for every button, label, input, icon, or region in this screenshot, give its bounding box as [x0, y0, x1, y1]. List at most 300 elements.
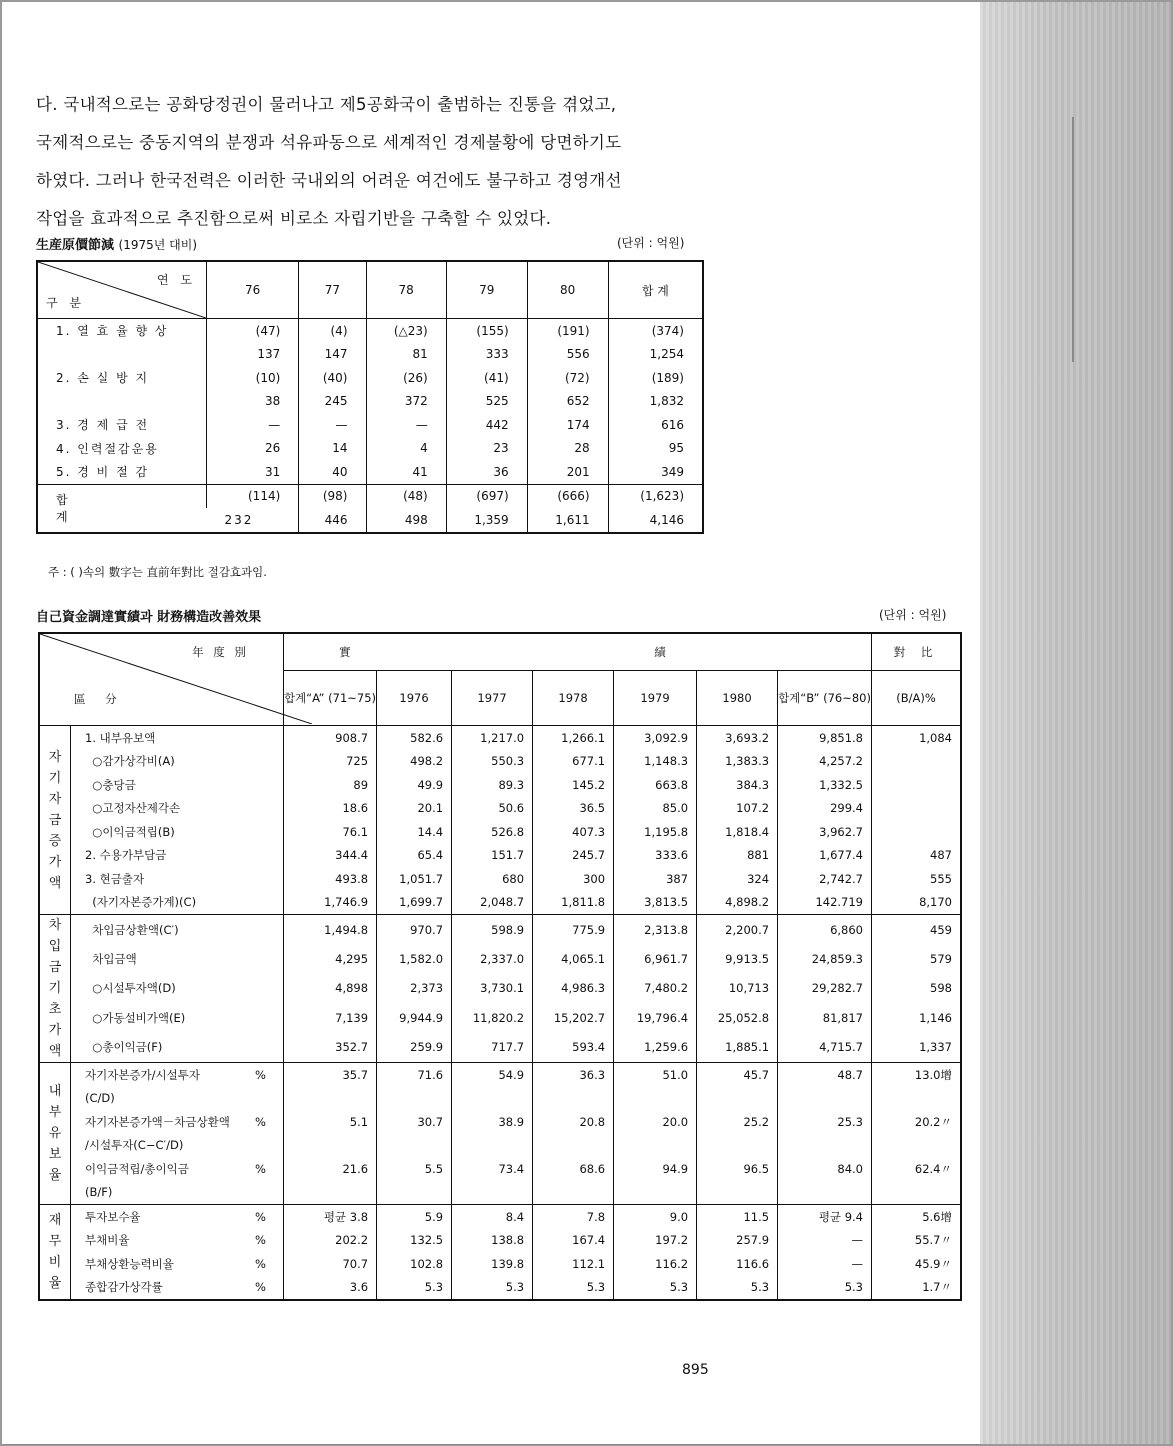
table-cell: 3.6 — [283, 1276, 376, 1301]
unit-percent — [249, 750, 284, 774]
table-cell: 1,332.5 — [778, 773, 872, 797]
table-cell: 55.7〃 — [872, 1229, 962, 1253]
row-label: 2. 수용가부담금 — [71, 844, 249, 868]
table-cell: 498 — [366, 508, 446, 533]
table-cell: 5.3 — [533, 1276, 614, 1301]
table-cell: 25.3 — [778, 1110, 872, 1134]
row-label: 자기자본증가/시설투자 — [71, 1063, 249, 1087]
table-cell: 1,494.8 — [283, 915, 376, 945]
table-cell: 28 — [527, 437, 608, 461]
row-label: ○고정자산제각손 — [71, 797, 249, 821]
table-cell: 593.4 — [533, 1033, 614, 1063]
unit-percent — [249, 1003, 284, 1032]
table-cell: 65.4 — [377, 844, 452, 868]
paragraph-line: 국제적으로는 중동지역의 분쟁과 석유파동으로 세계적인 경제불황에 당면하기도 — [36, 133, 622, 152]
table-cell: 5.5 — [377, 1157, 452, 1181]
header-category-label: 구 분 — [46, 296, 85, 310]
table-cell — [872, 820, 962, 844]
table-cell: 13.0增 — [872, 1063, 962, 1087]
diagonal-line — [40, 634, 312, 724]
table-cell: 582.6 — [377, 726, 452, 750]
paragraph-line: 하였다. 그러나 한국전력은 이러한 국내외의 어려운 여건에도 불구하고 경영개선 — [36, 171, 622, 190]
table-cell: (10) — [207, 366, 299, 390]
table-cell — [533, 1087, 614, 1111]
table-cell: 21.6 — [283, 1157, 376, 1181]
row-label: ○충당금 — [71, 773, 249, 797]
table-cell: 7,139 — [283, 1003, 376, 1032]
table-cell: 1,259.6 — [614, 1033, 697, 1063]
table-cell: 4 — [366, 437, 446, 461]
table1-subtitle: (1975년 대비) — [118, 238, 198, 252]
table-cell: 7.8 — [533, 1205, 614, 1229]
row-label: ○이익금적립(B) — [71, 820, 249, 844]
table-cell: 202.2 — [283, 1229, 376, 1253]
table-cell: (697) — [446, 484, 527, 508]
table-cell — [872, 1134, 962, 1158]
row-label: 2. 손 실 방 지 — [56, 371, 150, 386]
table-cell: 616 — [608, 413, 703, 437]
row-label: 종합감가상각률 — [71, 1276, 249, 1301]
unit-percent — [249, 726, 284, 750]
table-cell: 5.3 — [778, 1276, 872, 1301]
table-cell — [872, 1087, 962, 1111]
table-cell: 132.5 — [377, 1229, 452, 1253]
unit-percent — [249, 974, 284, 1003]
table2-title: 自己資金調達實績과 財務構造改善效果 — [36, 610, 262, 625]
table-cell: 19,796.4 — [614, 1003, 697, 1032]
header-year-label: 年 度 別 — [192, 645, 249, 659]
table-cell: 68.6 — [533, 1157, 614, 1181]
table-cell: 평균 3.8 — [283, 1205, 376, 1229]
self-financing-table — [38, 632, 962, 1301]
table-row — [39, 1181, 961, 1205]
table-cell: 45.7 — [697, 1063, 778, 1087]
table-cell — [283, 1087, 376, 1111]
table-cell: 9,913.5 — [697, 944, 778, 973]
unit-percent — [249, 844, 284, 868]
table-cell: 11,820.2 — [452, 1003, 533, 1032]
table-cell: 459 — [872, 915, 962, 945]
col-header: 1976 — [377, 671, 452, 726]
table-cell: 23 — [446, 437, 527, 461]
table-cell: (374) — [608, 319, 703, 343]
table-cell: 407.3 — [533, 820, 614, 844]
table-cell: (191) — [527, 319, 608, 343]
table1-title: 生産原價節減 (1975년 대비) — [36, 238, 198, 253]
table-cell: 107.2 — [697, 797, 778, 821]
group-label: 재무비율 — [39, 1205, 71, 1301]
table-cell: 29,282.7 — [778, 974, 872, 1003]
table-cell: 384.3 — [697, 773, 778, 797]
table-cell — [533, 1134, 614, 1158]
table-cell: 139.8 — [452, 1252, 533, 1276]
unit-percent: % — [254, 1114, 266, 1129]
table-cell: 680 — [452, 867, 533, 891]
table-cell: 333 — [446, 343, 527, 367]
unit-percent: % — [254, 1256, 266, 1271]
table-cell: 299.4 — [778, 797, 872, 821]
row-label: 4. 인력절감운용 — [56, 441, 159, 456]
table-cell: 349 — [608, 460, 703, 484]
table-cell: 35.7 — [283, 1063, 376, 1087]
col-header: 79 — [446, 261, 527, 319]
table-cell: 3,693.2 — [697, 726, 778, 750]
table-cell: 38.9 — [452, 1110, 533, 1134]
table-cell: 2,200.7 — [697, 915, 778, 945]
table-row — [39, 1003, 961, 1032]
cost-reduction-table — [36, 260, 704, 534]
unit-percent: % — [249, 1063, 284, 1087]
table-cell: 1,051.7 — [377, 867, 452, 891]
table-cell — [377, 1087, 452, 1111]
table-row — [39, 1157, 961, 1181]
table-cell: 1,266.1 — [533, 726, 614, 750]
table-row — [37, 437, 703, 461]
table-cell: 7,480.2 — [614, 974, 697, 1003]
table-cell: 333.6 — [614, 844, 697, 868]
table-row — [39, 726, 961, 750]
table-cell: 20.0 — [614, 1110, 697, 1134]
table-cell: 579 — [872, 944, 962, 973]
table-cell: 257.9 — [697, 1229, 778, 1253]
table-row — [39, 1134, 961, 1158]
table-cell: 324 — [697, 867, 778, 891]
table-cell: 174 — [527, 413, 608, 437]
row-label: ○감가상각비(A) — [71, 750, 249, 774]
table-cell: 5.3 — [697, 1276, 778, 1301]
header-category-label: 區 分 — [74, 692, 125, 706]
col-header: 합계“A” (71~75) — [283, 671, 376, 726]
row-label: (B/F) — [71, 1181, 249, 1205]
row-label: 3. 경 제 급 전 — [56, 418, 150, 433]
table-row — [39, 750, 961, 774]
header-year-label: 연 도 — [157, 273, 196, 287]
table-cell: 1,359 — [446, 508, 527, 533]
table-cell: 4,065.1 — [533, 944, 614, 973]
table-cell: 14.4 — [377, 820, 452, 844]
row-label: 이익금적립/총이익금 — [71, 1157, 249, 1181]
table-cell — [872, 1181, 962, 1205]
col-header: 78 — [366, 261, 446, 319]
row-label: 1. 내부유보액 — [71, 726, 249, 750]
row-label: 부채비율 — [71, 1229, 249, 1253]
table-cell: 24,859.3 — [778, 944, 872, 973]
table-cell: 48.7 — [778, 1063, 872, 1087]
table-row — [39, 944, 961, 973]
row-label: 자기자본증가액－차금상환액 — [71, 1110, 249, 1134]
table-row — [39, 1110, 961, 1134]
table-cell: 300 — [533, 867, 614, 891]
row-label: 1. 열 효 율 향 상 — [56, 324, 169, 339]
table-row — [39, 1205, 961, 1229]
table-cell: 116.2 — [614, 1252, 697, 1276]
col-header: 76 — [207, 261, 299, 319]
table-cell: 51.0 — [614, 1063, 697, 1087]
row-label: ○시설투자액(D) — [71, 974, 249, 1003]
table-cell: 81,817 — [778, 1003, 872, 1032]
table-row — [39, 1087, 961, 1111]
table-cell: 550.3 — [452, 750, 533, 774]
table-cell: 652 — [527, 390, 608, 414]
table-row — [39, 844, 961, 868]
table-cell — [778, 1134, 872, 1158]
col-header: 합계“B” (76~80) — [778, 671, 872, 726]
table-cell: (114) — [207, 484, 299, 508]
group-label: 차입금기초가액 — [39, 915, 71, 1063]
table-cell: 18.6 — [283, 797, 376, 821]
table-cell: 5.3 — [614, 1276, 697, 1301]
table-cell — [452, 1181, 533, 1205]
table-cell: 96.5 — [697, 1157, 778, 1181]
table-cell: 2,313.8 — [614, 915, 697, 945]
table-cell: 1,383.3 — [697, 750, 778, 774]
table-cell: 5.1 — [283, 1110, 376, 1134]
header-actual: 實 績 — [283, 633, 871, 671]
table-cell: — — [778, 1252, 872, 1276]
table-cell: 41 — [366, 460, 446, 484]
table-cell: 3,962.7 — [778, 820, 872, 844]
table-cell: 498.2 — [377, 750, 452, 774]
table-cell: 142.719 — [778, 891, 872, 915]
table-row — [39, 1276, 961, 1301]
table-cell: 81 — [366, 343, 446, 367]
row-label: 5. 경 비 절 감 — [56, 465, 150, 480]
row-label: ○총이익금(F) — [71, 1033, 249, 1063]
table-cell: 525 — [446, 390, 527, 414]
table-cell: 9,944.9 — [377, 1003, 452, 1032]
book-page-edge — [980, 2, 1171, 1444]
table-cell: (26) — [366, 366, 446, 390]
table-cell: 25.2 — [697, 1110, 778, 1134]
col-header: 1978 — [533, 671, 614, 726]
table-cell: 85.0 — [614, 797, 697, 821]
table-cell: 4,257.2 — [778, 750, 872, 774]
unit-percent — [249, 1181, 284, 1205]
table-cell: 446 — [299, 508, 366, 533]
table-cell: 1.7〃 — [872, 1276, 962, 1301]
unit-percent — [249, 820, 284, 844]
table-cell: 95 — [608, 437, 703, 461]
table-cell: 50.6 — [452, 797, 533, 821]
table-cell: 555 — [872, 867, 962, 891]
table-cell: 25,052.8 — [697, 1003, 778, 1032]
table-cell: 62.4〃 — [872, 1157, 962, 1181]
table-row — [39, 1063, 961, 1087]
table-cell: 775.9 — [533, 915, 614, 945]
table-cell: (666) — [527, 484, 608, 508]
unit-percent: % — [254, 1280, 266, 1295]
table-cell: 245 — [299, 390, 366, 414]
table-row — [39, 891, 961, 915]
table-cell: 94.9 — [614, 1157, 697, 1181]
table-cell — [872, 773, 962, 797]
table1-unit: (단위 : 억원) — [617, 236, 685, 250]
unit-percent — [249, 773, 284, 797]
table-cell: 1,699.7 — [377, 891, 452, 915]
table-cell: (48) — [366, 484, 446, 508]
table-cell: 151.7 — [452, 844, 533, 868]
table-cell: 5.6增 — [872, 1205, 962, 1229]
table-cell — [697, 1134, 778, 1158]
group-label: 자기자금증가액 — [48, 749, 62, 891]
table-cell: 76.1 — [283, 820, 376, 844]
row-label: 차입금액 — [71, 944, 249, 973]
table-cell: 30.7 — [377, 1110, 452, 1134]
table-cell: 197.2 — [614, 1229, 697, 1253]
table-cell: 1,217.0 — [452, 726, 533, 750]
table-cell: 4,898 — [283, 974, 376, 1003]
table-cell: 20.1 — [377, 797, 452, 821]
table-row — [39, 867, 961, 891]
table-cell: 908.7 — [283, 726, 376, 750]
table-cell: 3,092.9 — [614, 726, 697, 750]
table-cell: 138.8 — [452, 1229, 533, 1253]
table-cell: 31 — [207, 460, 299, 484]
table-cell — [778, 1087, 872, 1111]
table-cell: 352.7 — [283, 1033, 376, 1063]
unit-percent: % — [254, 1233, 266, 1248]
unit-percent: % — [249, 1205, 284, 1229]
table-cell: 116.6 — [697, 1252, 778, 1276]
body-paragraph — [36, 86, 726, 238]
table-cell: 201 — [527, 460, 608, 484]
row-label: (자기자본증가계)(C) — [71, 891, 249, 915]
table-cell: 677.1 — [533, 750, 614, 774]
col-header: 1977 — [452, 671, 533, 726]
table-cell — [533, 1181, 614, 1205]
table-cell: 259.9 — [377, 1033, 452, 1063]
row-label: (C/D) — [71, 1087, 249, 1111]
table-cell: 663.8 — [614, 773, 697, 797]
unit-percent — [249, 915, 284, 945]
table-cell: 1,885.1 — [697, 1033, 778, 1063]
table-row — [37, 413, 703, 437]
table-cell — [452, 1087, 533, 1111]
table-cell: (40) — [299, 366, 366, 390]
table-cell: 556 — [527, 343, 608, 367]
unit-percent — [249, 867, 284, 891]
table-cell: 1,677.4 — [778, 844, 872, 868]
col-header: 합 계 — [608, 261, 703, 319]
table-row — [37, 366, 703, 390]
table-cell: 1,146 — [872, 1003, 962, 1032]
table-cell: 9,851.8 — [778, 726, 872, 750]
table-cell: 40 — [299, 460, 366, 484]
table-cell: 1,811.8 — [533, 891, 614, 915]
table-cell: 49.9 — [377, 773, 452, 797]
table-cell: 102.8 — [377, 1252, 452, 1276]
row-label: 투자보수율 — [71, 1205, 249, 1229]
table-cell: 881 — [697, 844, 778, 868]
table-cell: 1,611 — [527, 508, 608, 533]
table-cell — [283, 1134, 376, 1158]
table-cell — [872, 797, 962, 821]
table-cell: 3,730.1 — [452, 974, 533, 1003]
table-cell: 36.3 — [533, 1063, 614, 1087]
table-cell: 15,202.7 — [533, 1003, 614, 1032]
table-cell: — — [366, 413, 446, 437]
table-row — [39, 1252, 961, 1276]
table-row — [39, 820, 961, 844]
table-cell: 1,337 — [872, 1033, 962, 1063]
table-row — [39, 797, 961, 821]
table-cell: — — [299, 413, 366, 437]
table2-unit: (단위 : 억원) — [879, 608, 947, 622]
table-cell: 70.7 — [283, 1252, 376, 1276]
table-cell — [614, 1087, 697, 1111]
table-cell: 6,961.7 — [614, 944, 697, 973]
table-cell: 10,713 — [697, 974, 778, 1003]
col-header: (B/A)% — [872, 671, 962, 726]
table-cell: 1,818.4 — [697, 820, 778, 844]
unit-percent — [249, 891, 284, 915]
table-cell: — — [207, 413, 299, 437]
table-cell: 1,254 — [608, 343, 703, 367]
table-cell: 89.3 — [452, 773, 533, 797]
table-cell: (155) — [446, 319, 527, 343]
row-label: 차입금상환액(C′) — [71, 915, 249, 945]
table-cell: 717.7 — [452, 1033, 533, 1063]
table-cell: 5.9 — [377, 1205, 452, 1229]
table-cell: 232 — [224, 512, 254, 527]
table-cell: 71.6 — [377, 1063, 452, 1087]
col-header: 80 — [527, 261, 608, 319]
table-cell: 493.8 — [283, 867, 376, 891]
unit-percent — [249, 797, 284, 821]
table-cell: 526.8 — [452, 820, 533, 844]
table-cell: 36 — [446, 460, 527, 484]
table-row — [39, 773, 961, 797]
table-cell: 4,986.3 — [533, 974, 614, 1003]
table-cell: 2,337.0 — [452, 944, 533, 973]
document-page — [2, 2, 980, 1444]
table-row — [37, 460, 703, 484]
table-cell: 4,715.7 — [778, 1033, 872, 1063]
table-cell: (98) — [299, 484, 366, 508]
table-cell — [697, 1087, 778, 1111]
row-label: 3. 현금출자 — [71, 867, 249, 891]
row-label: /시설투자(C−C′/D) — [71, 1134, 249, 1158]
table-cell: 8,170 — [872, 891, 962, 915]
col-header: 1980 — [697, 671, 778, 726]
table-cell: 387 — [614, 867, 697, 891]
table-cell: 84.0 — [778, 1157, 872, 1181]
table-cell: 167.4 — [533, 1229, 614, 1253]
table-cell: 6,860 — [778, 915, 872, 945]
table-cell: 725 — [283, 750, 376, 774]
table1-corner-header — [37, 261, 207, 319]
row-label: ○가동설비가액(E) — [71, 1003, 249, 1032]
table-cell: 1,195.8 — [614, 820, 697, 844]
page-number: 895 — [682, 1362, 709, 1378]
table-cell: 20.2〃 — [872, 1110, 962, 1134]
table-cell — [872, 750, 962, 774]
table-row — [37, 343, 703, 367]
unit-percent — [249, 944, 284, 973]
table-cell — [614, 1134, 697, 1158]
table-cell: 38 — [207, 390, 299, 414]
table-cell: (41) — [446, 366, 527, 390]
table-row — [37, 390, 703, 414]
table-cell: 112.1 — [533, 1252, 614, 1276]
table-row — [39, 1033, 961, 1063]
table-cell: 45.9〃 — [872, 1252, 962, 1276]
table-cell: 36.5 — [533, 797, 614, 821]
header-ratio: 對 比 — [872, 633, 962, 671]
table-cell: (△23) — [366, 319, 446, 343]
table-cell: 1,832 — [608, 390, 703, 414]
table-cell: 372 — [366, 390, 446, 414]
